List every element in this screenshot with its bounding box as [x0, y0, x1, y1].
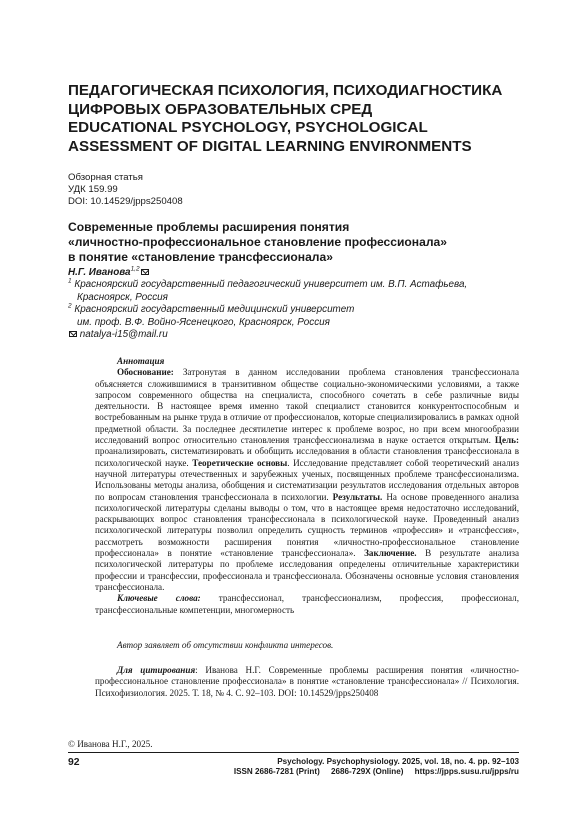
abstract-label: Результаты. [332, 491, 383, 502]
keywords-label: Ключевые слова: [117, 593, 201, 604]
journal-issn: ISSN 2686-7281 (Print) 2686-729X (Online) https://jpps.susu.ru/jpps/ru [233, 767, 519, 776]
mail-icon [141, 269, 149, 275]
page-number: 92 [68, 757, 80, 768]
conflict-statement: Автор заявляет об отсутствии конфликта интересов. [117, 640, 334, 650]
section-heading-line: ПЕДАГОГИЧЕСКАЯ ПСИХОЛОГИЯ, ПСИХОДИАГНОСТИКА [68, 82, 503, 99]
journal-info [234, 757, 519, 777]
email-line [68, 329, 538, 341]
abstract [95, 356, 519, 616]
affiliation-number: 1 [68, 278, 72, 286]
section-heading-line: EDUCATIONAL PSYCHOLOGY, PSYCHOLOGICAL [68, 119, 428, 137]
article-title-line: Современные проблемы расширения понятия [68, 220, 350, 234]
author-affiliation-sup: 1,2 [130, 265, 140, 273]
abstract-label: Заключение. [364, 548, 417, 559]
article-meta [68, 172, 183, 209]
abstract-text: Затронутая в данном исследовании проблема становления трансфессионала объясняется сложившимися в транзитивном обществе социально-экономическими условиями, а также запросом современного общества на специалиста, способного сочетать в себе различные виды деятельности. В настоящее время именно такой специалист становится конкурентоспособным и востребованным на рынке труда в отличие от профессионалов, которые специализировались в рамках одной предметной области. За последнее десятилетие интерес к проблеме возрос, но при всем многообразии исследований вопрос относительно становления трансфессионализма в науке остается открытым. [95, 367, 519, 446]
abstract-body [95, 367, 519, 593]
keywords-text: трансфессионал, трансфессионализм, профессия, профессионал, трансфессиональные компетенции, многомерность [95, 593, 519, 615]
abstract-label: Теоретические основы [192, 457, 288, 468]
affiliation-2 [68, 304, 538, 316]
affiliation-text: Красноярский государственный педагогический университет им. В.П. Астафьева, [74, 279, 468, 291]
footer-divider [68, 752, 519, 753]
affiliation-1 [68, 279, 538, 291]
section-heading [68, 82, 538, 156]
article-title-line: «личностно-профессиональное становление профессионала» [68, 234, 447, 249]
copyright: © Иванова Н.Г., 2025. [68, 739, 153, 749]
citation-label: Для цитирования [117, 665, 196, 675]
author-name: Н.Г. Иванова [68, 267, 131, 278]
citation-text: : Иванова Н.Г. Современные проблемы расширения понятия «личностно-профессиональное становление профессионала» в понятие «становление трансфессионала» // Психология. Психофизиология. 2025. Т. 18, № 4. С. 92–103. DOI: 10.14529/jpps250408 [95, 665, 520, 698]
article-type: Обзорная статья [68, 172, 143, 183]
abstract-label: Цель: [494, 435, 519, 446]
citation [95, 665, 519, 699]
article-title [68, 220, 538, 264]
doi: DOI: 10.14529/jpps250408 [68, 196, 183, 208]
journal-citation: Psychology. Psychophysiology. 2025, vol. 18, no. 4. pp. 92–103 [277, 757, 519, 766]
affiliation-number: 2 [68, 302, 72, 310]
udc-code: УДК 159.99 [68, 184, 118, 196]
abstract-heading: Аннотация [117, 356, 165, 366]
section-heading-line: ASSESSMENT OF DIGITAL LEARNING ENVIRONMENTS [68, 137, 472, 155]
keywords [95, 593, 519, 616]
section-heading-line: ЦИФРОВЫХ ОБРАЗОВАТЕЛЬНЫХ СРЕД [68, 100, 373, 118]
email-link[interactable]: natalya-i15@mail.ru [79, 329, 168, 341]
affiliation-1-cont: Красноярск, Россия [77, 291, 168, 303]
affiliation-text: Красноярский государственный медицинский университет [74, 304, 355, 316]
abstract-text: проанализировать, систематизировать и обобщить исследования в области становления трансфессионала в психологической науке. [95, 446, 519, 468]
abstract-text: В результате анализа психологической литературы по проблеме исследования определены отличительные характеристики профессии и трансфессии, профессионала и трансфессионала. Обозначены основные условия становления трансфессионала. [95, 548, 519, 592]
abstract-text: . Исследование представляет собой теоретический анализ научной литературы отечественных и зарубежных ученых, посвященных проблеме трансфессионализма. Использованы методы анализа, обобщения и систематизации результатов исследования отдельных авторов по вопросам становления трансфессионала в психологии. [95, 457, 519, 502]
authors-block [68, 267, 538, 341]
mail-icon [69, 331, 77, 337]
abstract-label: Обоснование: [117, 367, 174, 378]
affiliation-2-cont: им. проф. В.Ф. Войно-Ясенецкого, Красноярск, Россия [77, 316, 330, 328]
abstract-text: На основе проведенного анализа психологической литературы сделаны выводы о том, что в настоящее время недостаточно исследований, раскрывающих вопрос становления трансфессионала в психологической науке. Проведенный анализ психологической литературы позволил определить сущность терминов «профессия» и «трансфессия», рассмотреть возможности расширения понятия «личностно-профессиональное становление профессионала» в понятие «становление трансфессионала». [95, 491, 519, 559]
author-line [68, 267, 538, 279]
article-title-line: в понятие «становление трансфессионала» [68, 249, 333, 264]
